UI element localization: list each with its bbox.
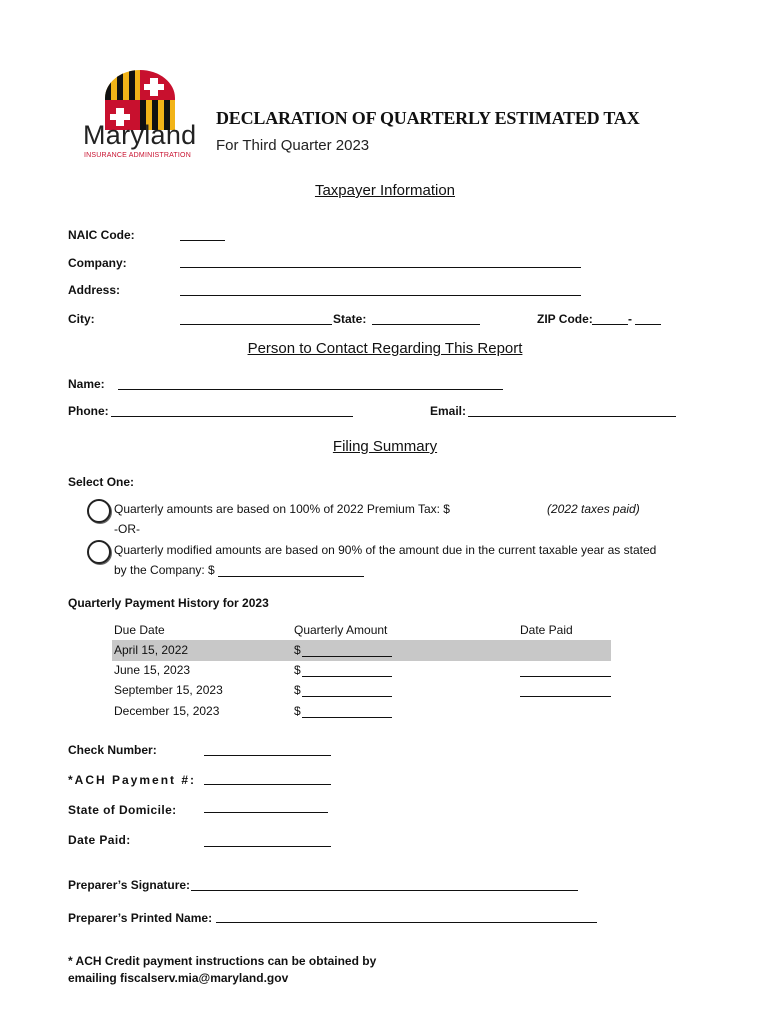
- filing-heading: Filing Summary: [332, 438, 438, 455]
- col-quarterly-amount: Quarterly Amount: [294, 623, 388, 637]
- contact-heading: Person to Contact Regarding This Report: [247, 340, 523, 357]
- zip-label: ZIP Code:: [537, 312, 593, 326]
- row2-amount-field[interactable]: [302, 676, 392, 677]
- logo-word: Maryland: [83, 120, 197, 150]
- address-field[interactable]: [180, 295, 581, 296]
- zip-field[interactable]: [592, 324, 628, 325]
- option2-amount-field[interactable]: [218, 576, 364, 577]
- printed-name-label: Preparer’s Printed Name:: [68, 911, 213, 925]
- domicile-label: State of Domicile:: [68, 803, 177, 817]
- row1-due: April 15, 2022: [114, 643, 189, 657]
- footnote-line1: * ACH Credit payment instructions can be obtained by: [68, 954, 377, 968]
- row1-amount-field[interactable]: [302, 656, 392, 657]
- row2-date-paid-field[interactable]: [520, 676, 611, 677]
- row3-date-paid-field[interactable]: [520, 696, 611, 697]
- address-label: Address:: [68, 283, 121, 297]
- email-field[interactable]: [468, 416, 676, 417]
- check-number-field[interactable]: [204, 755, 331, 756]
- option1-text: Quarterly amounts are based on 100% of 2022 Premium Tax: $: [114, 502, 450, 516]
- logo-subtitle: INSURANCE ADMINISTRATION: [84, 152, 191, 159]
- option2-text-line2: by the Company: $: [114, 563, 215, 577]
- signature-field[interactable]: [191, 890, 578, 891]
- signature-label: Preparer’s Signature:: [68, 878, 191, 892]
- col-due-date: Due Date: [114, 623, 165, 637]
- ach-payment-label: *ACH Payment #:: [68, 773, 197, 787]
- email-label: Email:: [430, 404, 467, 418]
- maryland-logo: [80, 70, 200, 170]
- row4-dollar: $: [294, 704, 301, 718]
- date-paid-field[interactable]: [204, 846, 331, 847]
- zip-dash: -: [628, 312, 632, 326]
- ach-payment-field[interactable]: [204, 784, 331, 785]
- taxpayer-heading: Taxpayer Information: [314, 182, 456, 199]
- city-field[interactable]: [180, 324, 332, 325]
- option1-note: (2022 taxes paid): [547, 502, 640, 516]
- city-label: City:: [68, 312, 95, 326]
- contact-name-label: Name:: [68, 377, 105, 391]
- page-subtitle: For Third Quarter 2023: [216, 137, 370, 154]
- zip-ext-field[interactable]: [635, 324, 661, 325]
- option2-radio[interactable]: [87, 540, 111, 564]
- company-label: Company:: [68, 256, 127, 270]
- row3-due: September 15, 2023: [114, 683, 223, 697]
- page-title: DECLARATION OF QUARTERLY ESTIMATED TAX: [216, 108, 640, 128]
- row3-amount-field[interactable]: [302, 696, 392, 697]
- option1-radio[interactable]: [87, 499, 111, 523]
- row2-dollar: $: [294, 663, 301, 677]
- row4-due: December 15, 2023: [114, 704, 220, 718]
- phone-label: Phone:: [68, 404, 109, 418]
- phone-field[interactable]: [111, 416, 353, 417]
- date-paid-label: Date Paid:: [68, 833, 131, 847]
- row2-due: June 15, 2023: [114, 663, 191, 677]
- state-label: State:: [333, 312, 367, 326]
- col-date-paid: Date Paid: [520, 623, 573, 637]
- row3-dollar: $: [294, 683, 301, 697]
- state-field[interactable]: [372, 324, 480, 325]
- naic-field[interactable]: [180, 240, 225, 241]
- select-one-label: Select One:: [68, 475, 135, 489]
- contact-name-field[interactable]: [118, 389, 503, 390]
- row1-dollar: $: [294, 643, 301, 657]
- printed-name-field[interactable]: [216, 922, 597, 923]
- footnote-line2: emailing fiscalserv.mia@maryland.gov: [68, 971, 289, 985]
- row4-amount-field[interactable]: [302, 717, 392, 718]
- or-text: -OR-: [114, 522, 140, 536]
- company-field[interactable]: [180, 267, 581, 268]
- option2-text-line1: Quarterly modified amounts are based on 90% of the amount due in the current taxable year as stated: [114, 543, 657, 557]
- check-number-label: Check Number:: [68, 743, 157, 757]
- history-title: Quarterly Payment History for 2023: [68, 596, 269, 610]
- domicile-field[interactable]: [204, 812, 328, 813]
- naic-label: NAIC Code:: [68, 228, 135, 242]
